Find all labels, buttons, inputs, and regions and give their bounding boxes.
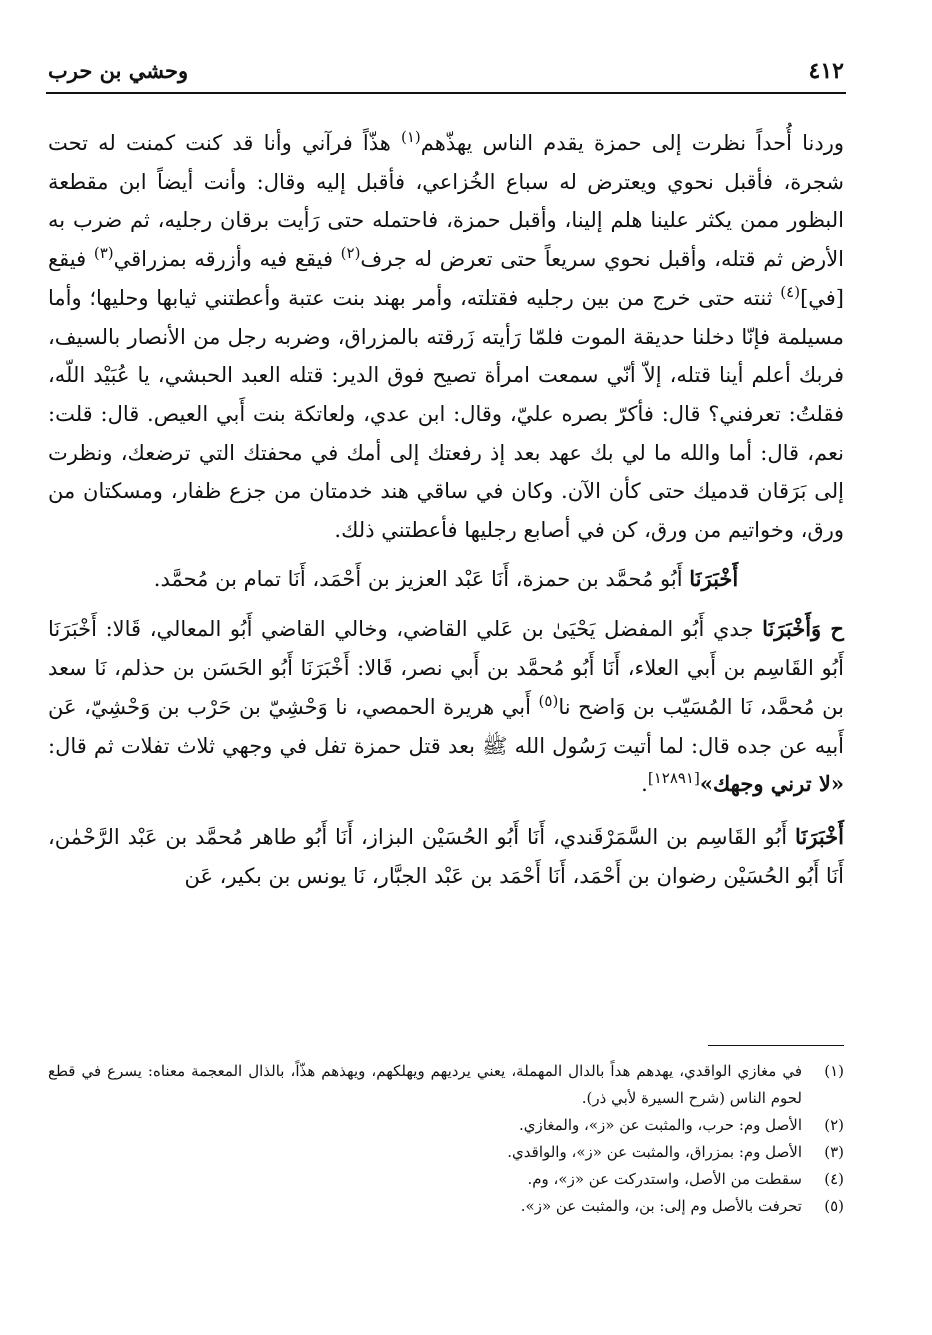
text-segment: فيقع فيه وأزرقه بمزراقي bbox=[113, 247, 341, 272]
main-text bbox=[48, 124, 844, 895]
footnote-ref-1: (١) bbox=[401, 128, 421, 146]
text-segment: فيقع [في] bbox=[48, 247, 844, 310]
isnad-paragraph-1 bbox=[48, 560, 844, 599]
text-segment: أَبي هريرة الحمصي، نا وَحْشِيّ بن حَرْب بن وَحْشِيّ، عَن أَبيه عن جده قال: لما أتيت رَسُول الله ﷺ بعد قتل حمزة تفل في وجهي ثلاث تفلات ثم قال: bbox=[48, 694, 844, 758]
hadith-quote: «لا ترني وجهك» bbox=[699, 771, 844, 797]
footnote-ref-3: (٣) bbox=[93, 244, 114, 263]
footnote-text: سقطت من الأصل، واستدركت عن «ز»، وم. bbox=[527, 1170, 802, 1188]
footnotes bbox=[48, 1058, 844, 1220]
text-segment: هذّاً فرآني وأنا قد كنت كمنت له تحت شجرة، فأقبل نحوي ويعترض له سباع الخُزاعي، فأقبل إليه وقال: وأنت أيضاً ابن مقطعة البظور ممن يكثر علينا هلم إلينا، وأقبل حمزة، فاحتمله حتى رَأيت برقان رجليه، ثم ضرب به الأرض ثم قتله، وأقبل نحوي سريعاً حتى تعرض له جرف bbox=[48, 131, 844, 272]
text-segment: ثنته حتى خرج من بين رجليه فقتلته، وأمر بهند بنت عتبة وأعطتني ثيابها وحليها؛ وأما مسيلمة فإنّا دخلنا حديقة الموت فلمّا رَأيته زَرقته بالمزراق، وضربه رجل من الأنصار بالسيف، فربك أعلم أينا قتله، إلاّ أنّي سمعت امرأة تصيح فوق الدير: قتله العبد الحبشي، يا عُبَيْد اللّه، فقلتُ: تعرفني؟ قال: فأكرّ بصره عليّ، وقال: ابن عدي، ولعاتكة بنت أَبي العيص. قال: قلت: نعم، قال: أما والله ما لي بك عهد بعد إذ رفعتك إلى أمك في محفتك التي ترضعك، ونظرت إلى بَرَقان قدميك حتى كأن الآن. وكان في ساقي هند خدمتان من جزع ظفار، ومسكتان من ورق، وخواتيم من ورق، كن في أصابع رجليها فأعطتني ذلك. bbox=[48, 285, 844, 543]
text-segment: أَبُو القَاسِم بن السَّمَرْقَندي، أَنَا أَبُو الحُسَيْن البزاز، أَنَا أَبُو طاهر مُحمَّد بن عَبْد الرَّحْمٰن، أَنَا أَبُو الحُسَيْن رضوان بن أَحْمَد، أَنَا أَحْمَد بن عَبْد الجبَّار، نَا يونس بن بكير، عَن bbox=[48, 824, 844, 888]
hadith-number: [١٢٨٩١] bbox=[647, 769, 700, 788]
isnad-paragraph-3 bbox=[48, 818, 844, 895]
footnote-text: الأصل وم: بمزراق، والمثبت عن «ز»، والواقدي. bbox=[507, 1143, 802, 1161]
akhbarana-keyword: أَخْبَرَنَا bbox=[795, 823, 844, 849]
text-segment: أَبُو مُحمَّد بن حمزة، أَنَا عَبْد العزيز بن أَحْمَد، أَنَا تمام بن مُحمَّد. bbox=[153, 566, 690, 591]
footnote-text: الأصل وم: حرب، والمثبت عن «ز»، والمغازي. bbox=[519, 1116, 802, 1134]
footnote-ref-4: (٤) bbox=[780, 282, 801, 301]
footnote bbox=[48, 1193, 844, 1220]
footnote-number: (٣) bbox=[824, 1143, 844, 1161]
isnad-paragraph-2 bbox=[48, 610, 844, 804]
akhbarana-keyword: أَخْبَرَنَا bbox=[689, 565, 739, 591]
akhbarana-keyword: ح وَأَخْبَرَنَا bbox=[762, 616, 844, 642]
footnote-number: (٥) bbox=[824, 1197, 844, 1215]
footnote-ref-5: (٥) bbox=[538, 691, 559, 710]
text-segment: وردنا أُحداً نظرت إلى حمزة يقدم الناس يهذّهم bbox=[420, 131, 844, 155]
footnote-text: تحرفت بالأصل وم إلى: بن، والمثبت عن «ز». bbox=[520, 1197, 802, 1215]
running-title: وحشي بن حرب bbox=[48, 58, 189, 83]
narrative-paragraph bbox=[48, 124, 844, 550]
page-header bbox=[46, 52, 846, 92]
footnote bbox=[48, 1112, 844, 1139]
footnote bbox=[48, 1139, 844, 1166]
footnote-number: (٤) bbox=[824, 1170, 844, 1188]
text-segment: جدي أَبُو المفضل يَحْيَىٰ بن عَلي القاضي، وخالي القاضي أَبُو المعالي، قَالا: أَخْبَرَنَا أَبُو القَاسِم بن أَبي العلاء، أَنَا أَبُو مُحمَّد بن أَبي نصر، قَالا: أَخْبَرَنَا أَبُو الحَسَن بن حذلم، نَا سعد بن مُحمَّد، نَا المُسَيّب بن وَاضح نا bbox=[48, 617, 844, 719]
footnote bbox=[48, 1058, 844, 1112]
text-segment: . bbox=[641, 772, 648, 797]
footnote-ref-2: (٢) bbox=[340, 244, 361, 263]
footnote-separator bbox=[708, 1045, 844, 1046]
header-rule bbox=[46, 92, 846, 94]
footnote-number: (١) bbox=[824, 1062, 844, 1080]
footnote bbox=[48, 1166, 844, 1193]
page-number: ٤١٢ bbox=[808, 58, 844, 84]
footnote-text: في مغازي الواقدي، يهدهم هداً بالدال المهملة، يعني يرديهم ويهلكهم، ويهذهم هذّاً، بالذال المعجمة معناه: يسرع في قطع لحوم الناس (شرح السيرة لأبي ذر). bbox=[48, 1062, 802, 1107]
footnote-number: (٢) bbox=[824, 1116, 844, 1134]
